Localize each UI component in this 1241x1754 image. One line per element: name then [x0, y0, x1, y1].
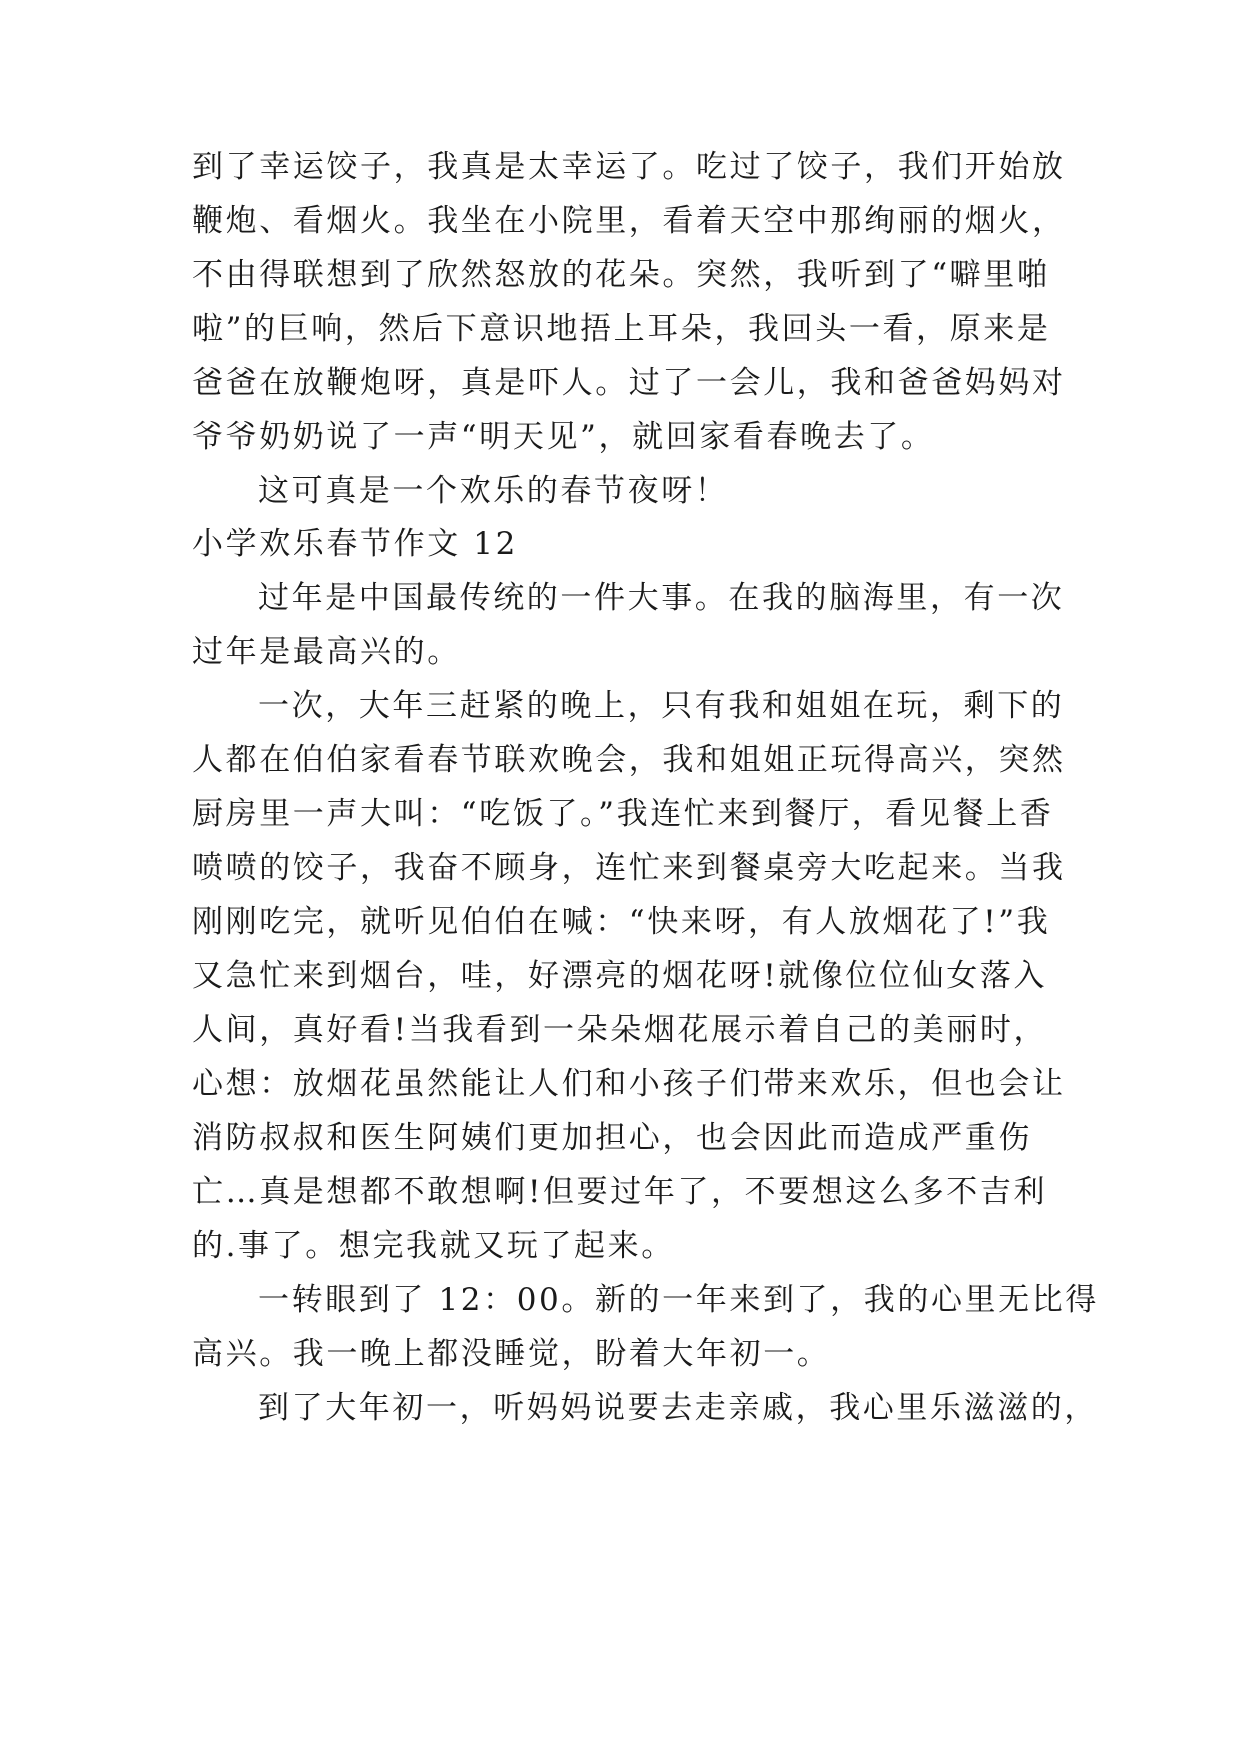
text-line: 不由得联想到了欣然怒放的花朵。突然，我听到了“噼里啪 [192, 257, 1051, 293]
text-line: 啦”的巨响，然后下意识地捂上耳朵，我回头一看，原来是 [192, 311, 1051, 347]
section-heading: 小学欢乐春节作文 12 [192, 526, 518, 562]
paragraph-line: 一次，大年三赶紧的晚上，只有我和姐姐在玩，剩下的 [258, 688, 1065, 724]
text-line: 爸爸在放鞭炮呀，真是吓人。过了一会儿，我和爸爸妈妈对 [192, 365, 1066, 401]
text-line: 过年是最高兴的。 [192, 634, 461, 670]
text-line: 刚刚吃完，就听见伯伯在喊：“快来呀，有人放烟花了!”我 [192, 904, 1051, 940]
paragraph-line: 过年是中国最传统的一件大事。在我的脑海里，有一次 [258, 580, 1065, 616]
text-line: 到了幸运饺子，我真是太幸运了。吃过了饺子，我们开始放 [192, 149, 1066, 185]
text-line: 亡…真是想都不敢想啊!但要过年了，不要想这么多不吉利 [192, 1174, 1048, 1210]
text-line: 又急忙来到烟台，哇，好漂亮的烟花呀!就像位位仙女落入 [192, 958, 1048, 994]
text-line: 心想：放烟花虽然能让人们和小孩子们带来欢乐，但也会让 [192, 1066, 1066, 1102]
text-line: 喷喷的饺子，我奋不顾身，连忙来到餐桌旁大吃起来。当我 [192, 850, 1066, 886]
paragraph-line: 到了大年初一，听妈妈说要去走亲戚，我心里乐滋滋的， [258, 1390, 1098, 1426]
text-line: 厨房里一声大叫：“吃饭了。”我连忙来到餐厅，看见餐上香 [192, 796, 1054, 832]
paragraph-line: 这可真是一个欢乐的春节夜呀！ [258, 473, 729, 509]
text-line: 的.事了。想完我就又玩了起来。 [192, 1228, 675, 1264]
paragraph-line: 一转眼到了 12：00。新的一年来到了，我的心里无比得 [258, 1282, 1099, 1318]
text-line: 鞭炮、看烟火。我坐在小院里，看着天空中那绚丽的烟火， [192, 203, 1066, 239]
text-line: 高兴。我一晚上都没睡觉，盼着大年初一。 [192, 1336, 831, 1372]
text-line: 人间，真好看!当我看到一朵朵烟花展示着自己的美丽时， [192, 1012, 1048, 1048]
text-line: 人都在伯伯家看春节联欢晚会，我和姐姐正玩得高兴，突然 [192, 742, 1066, 778]
text-line: 爷爷奶奶说了一声“明天见”，就回家看春晚去了。 [192, 419, 935, 455]
text-line: 消防叔叔和医生阿姨们更加担心，也会因此而造成严重伤 [192, 1120, 1032, 1156]
